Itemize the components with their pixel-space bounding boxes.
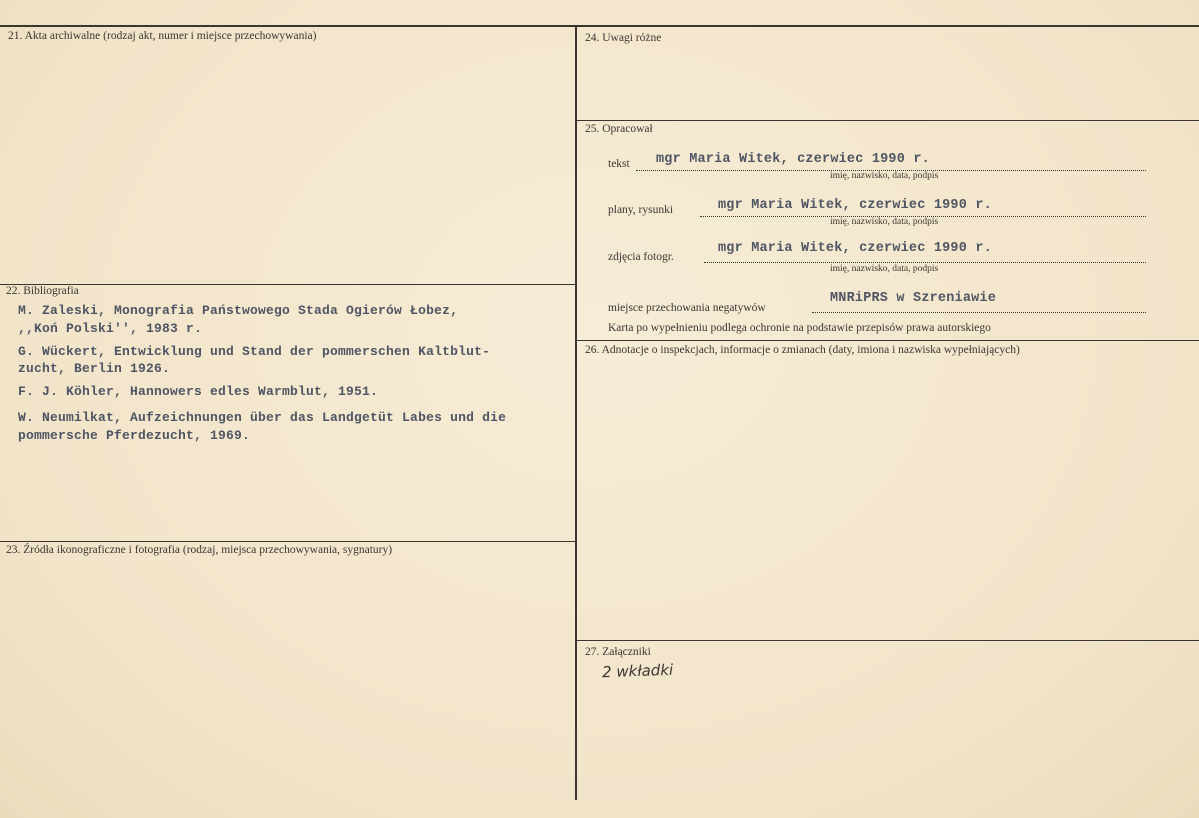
bib-entry-1-line-1: M. Zaleski, Monografia Państwowego Stada Ogierów Łobez,	[18, 303, 459, 318]
row-tekst-caption: imię, nazwisko, data, podpis	[830, 171, 939, 181]
section-25-label: 25. Opracował	[585, 123, 653, 135]
divider-25-26	[577, 340, 1199, 341]
row-zdjecia-caption: imię, nazwisko, data, podpis	[830, 264, 939, 274]
row-plany-label: plany, rysunki	[608, 204, 674, 216]
bib-entry-4-line-2: pommersche Pferdezucht, 1969.	[18, 428, 251, 443]
section-27-label: 27. Załączniki	[585, 646, 651, 658]
section-23-label: 23. Źródła ikonograficzne i fotografia (rodzaj, miejsca przechowywania, sygnatury)	[6, 544, 393, 556]
top-border	[0, 25, 1199, 27]
bib-entry-2-line-2: zucht, Berlin 1926.	[18, 361, 171, 376]
row-tekst-value: mgr Maria Witek, czerwiec 1990 r.	[656, 152, 930, 167]
section-22-label: 22. Bibliografia	[6, 285, 79, 297]
divider-24-25	[577, 120, 1199, 121]
bib-entry-2-line-1: G. Wückert, Entwicklung und Stand der pommerschen Kaltblut-	[18, 344, 491, 359]
row-tekst-label: tekst	[608, 158, 630, 170]
negatives-value: MNRiPRS w Szreniawie	[830, 291, 997, 306]
section-26-label: 26. Adnotacje o inspekcjach, informacje o zmianach (daty, imiona i nazwiska wypełniających)	[585, 344, 1020, 356]
bib-entry-4-line-1: W. Neumilkat, Aufzeichnungen über das Landgetüt Labes und die	[18, 410, 507, 425]
divider-21-22	[0, 284, 577, 285]
copyright-note: Karta po wypełnieniu podlega ochronie na podstawie przepisów prawa autorskiego	[608, 322, 991, 334]
attachments-handwritten: 2 wkładki	[601, 660, 674, 682]
row-zdjecia-label: zdjęcia fotogr.	[608, 251, 674, 263]
center-divider	[575, 25, 577, 800]
row-zdjecia-value: mgr Maria Witek, czerwiec 1990 r.	[718, 241, 992, 256]
negatives-line	[812, 312, 1146, 313]
divider-26-27	[577, 640, 1199, 641]
row-zdjecia-line	[704, 262, 1146, 263]
row-plany-value: mgr Maria Witek, czerwiec 1990 r.	[718, 198, 992, 213]
bib-entry-1-line-2: ,,Koń Polski'', 1983 r.	[18, 321, 203, 336]
section-24-label: 24. Uwagi różne	[585, 32, 662, 44]
section-21-label: 21. Akta archiwalne (rodzaj akt, numer i miejsce przechowywania)	[8, 30, 317, 42]
bib-entry-3-line-1: F. J. Köhler, Hannowers edles Warmblut, 1951.	[18, 384, 379, 399]
negatives-label: miejsce przechowania negatywów	[608, 302, 766, 314]
divider-22-23	[0, 541, 577, 542]
row-plany-caption: imię, nazwisko, data, podpis	[830, 217, 939, 227]
